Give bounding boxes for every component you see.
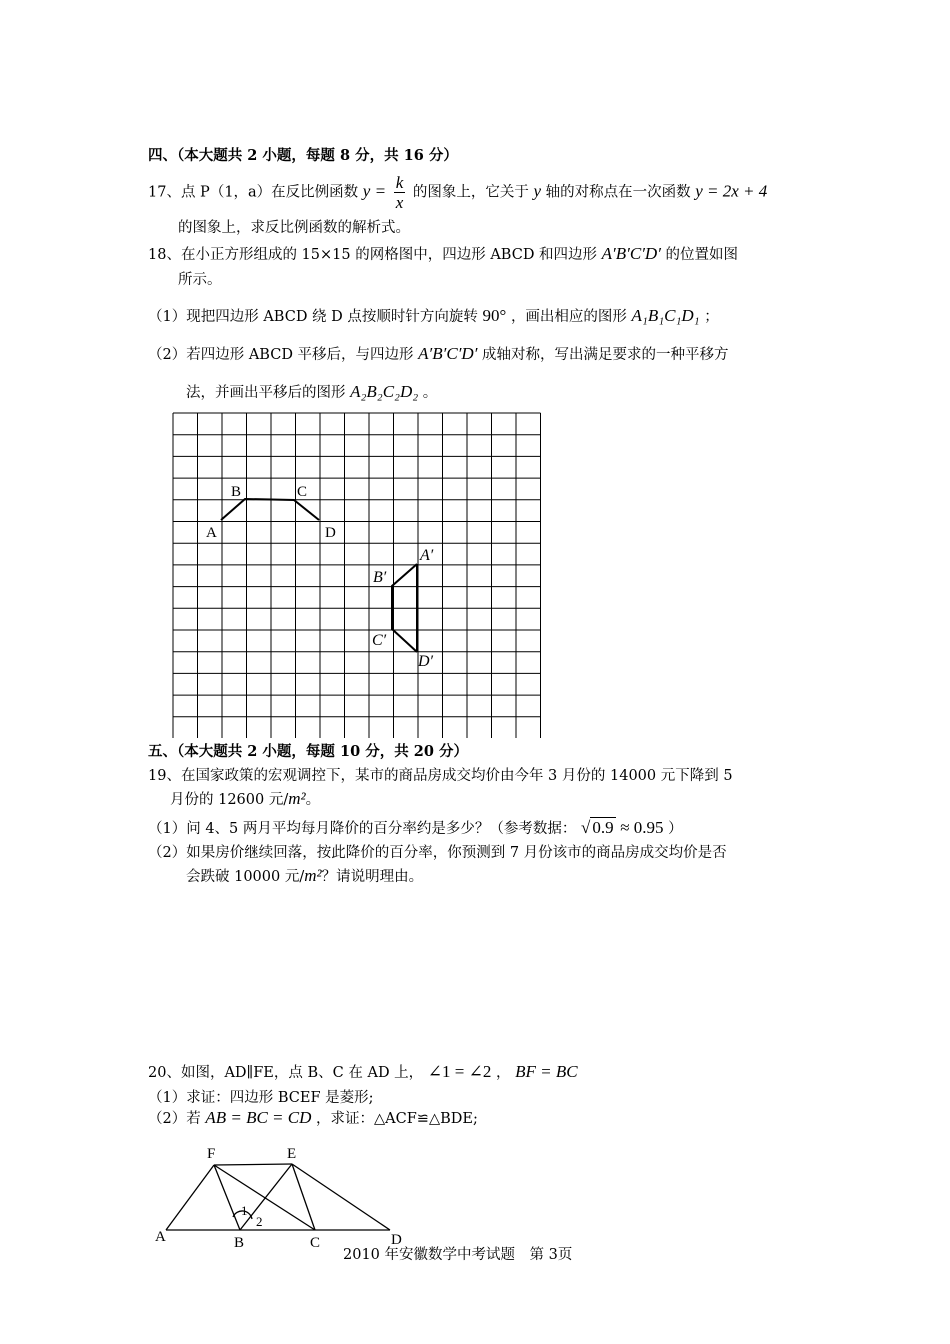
q17-axis: y [533,181,541,201]
grid-label-a-prime: A′ [420,547,434,564]
q18-text-pre: 18、在小正方形组成的 15×15 的网格图中，四边形 ABCD 和四边形 [148,247,598,263]
question-17-line-2: 的图象上，求反比例函数的解析式。 [178,220,410,236]
question-20-part-1: （1）求证：四边形 BCEF 是菱形; [148,1090,374,1106]
line-fb [214,1165,240,1230]
question-18-part-2-line-2 [186,381,437,402]
q20-part2-post: ，求证：△ACF≌△BDE; [316,1111,478,1127]
q18-text-post: 的位置如图 [665,247,739,263]
figure-20 [160,1157,420,1247]
grid-label-d: D [325,525,336,541]
q19-line2-pre: 月份的 12600 元/ [170,792,289,808]
q19-part2-unit: m² [304,866,322,885]
line-fc [214,1165,315,1230]
q20-bf-bc: BF = BC [515,1062,578,1081]
q20-ab-bc-cd: AB = BC = CD [205,1108,312,1127]
grid-lines [173,413,541,738]
q19-part1-pre: （1）问 4、5 两月平均每月降价的百分率约是多少？（参考数据： [148,821,577,837]
grid-figure [172,412,542,738]
question-19-part-1 [148,817,683,838]
q18-part1-pre: （1）现把四边形 ABCD 绕 D 点按顺时针方向旋转 [148,309,478,325]
line-de [292,1164,390,1230]
fig20-label-c: C [310,1235,321,1251]
q18-part2-post: 成轴对称，写出满足要求的一种平移方 [482,347,729,363]
q19-approx: ≈ 0.95 [620,818,664,837]
grid-label-a: A [206,525,217,541]
question-19-line-1: 19、在国家政策的宏观调控下，某市的商品房成交均价由今年 3 月份的 14000 元下降到 5 [148,768,733,784]
q18-part2-quad: A′B′C′D′ [418,344,478,363]
line-fe [214,1164,292,1165]
q18-part2-pre: （2）若四边形 ABCD 平移后，与四边形 [148,347,414,363]
q19-sqrt: √ 0.9 [581,818,614,837]
question-19-line-2 [170,788,320,809]
q17-y-equals: y = [362,181,387,201]
q18-part2-line2-pre: 法，并画出平移后的图形 [186,385,346,401]
q18-part1-mid: ，画出相应的图形 [510,309,627,325]
q20-part2-pre: （2）若 [148,1111,201,1127]
q18-part2-shape: A₂B₂C₂D₂ [350,382,419,401]
line-be [240,1164,292,1230]
q19-part1-post: ） [668,821,683,837]
q18-quad-prime: A′B′C′D′ [601,244,661,263]
q18-part1-angle: 90° [482,306,507,325]
line-af [166,1165,214,1230]
question-20-part-2 [148,1107,478,1128]
q17-linear-function: y = 2x + 4 [695,181,768,201]
question-18-part-2 [148,343,729,364]
q17-fraction [394,173,406,212]
section-5-heading: 五、（本大题共 2 小题，每题 10 分，共 20 分） [148,743,468,760]
q17-text-mid: 的图象上，它关于 [412,184,529,201]
q19-part2-line2-pre: 会跌破 10000 元/ [186,869,305,885]
question-18-part-1 [148,305,719,326]
q18-part2-line2-post: 。 [422,385,438,401]
q17-frac-denominator: x [395,193,404,212]
q17-text-pre: 17、点 P（1，a）在反比例函数 [148,184,359,201]
q20-sep: ， [495,1065,511,1081]
fig20-label-a: A [155,1229,166,1245]
fig20-label-f: F [207,1146,216,1162]
fig20-label-d: D [391,1232,402,1248]
q18-part1-post: ； [704,309,719,325]
fig20-label-e: E [287,1146,297,1162]
section-4-heading: 四、（本大题共 2 小题，每题 8 分，共 16 分） [148,147,458,164]
q17-frac-numerator: k [395,173,404,192]
question-19-part-2-line-2 [186,865,423,886]
grid-label-d-prime: D′ [418,653,434,670]
grid-label-c-prime: C′ [372,632,387,649]
fig20-label-b: B [234,1235,245,1251]
q20-line1-pre: 20、如图，AD∥FE，点 B、C 在 AD 上， [148,1065,424,1081]
fig20-label-1: 1 [241,1203,248,1218]
question-18-line-2: 所示。 [178,272,222,288]
line-ce [292,1164,315,1230]
q20-angles: ∠1 = ∠2 [427,1062,492,1081]
q19-unit: m² [288,789,306,808]
question-17-line-1 [148,173,767,212]
quadrilateral-abcd [221,499,319,520]
grid-label-c: C [297,484,308,500]
grid-label-b: B [231,484,242,500]
q19-sqrt-value: 0.9 [592,818,614,837]
q18-part1-shape: A₁B₁C₁D₁ [631,306,700,325]
fig20-label-2: 2 [256,1214,263,1229]
question-20-line-1 [148,1061,578,1082]
q17-text-post: 轴的对称点在一次函数 [545,184,691,201]
grid-label-b-prime: B′ [373,569,387,586]
page-footer: 2010 年安徽数学中考试题 第 3页 [343,1247,573,1263]
question-19-part-2-line-1: （2）如果房价继续回落，按此降价的百分率，你预测到 7 月份该市的商品房成交均价是否 [148,845,727,861]
q19-part2-line2-post: ？请说明理由。 [321,869,424,885]
question-18-line-1 [148,243,738,264]
q19-line2-post: 。 [305,792,321,808]
